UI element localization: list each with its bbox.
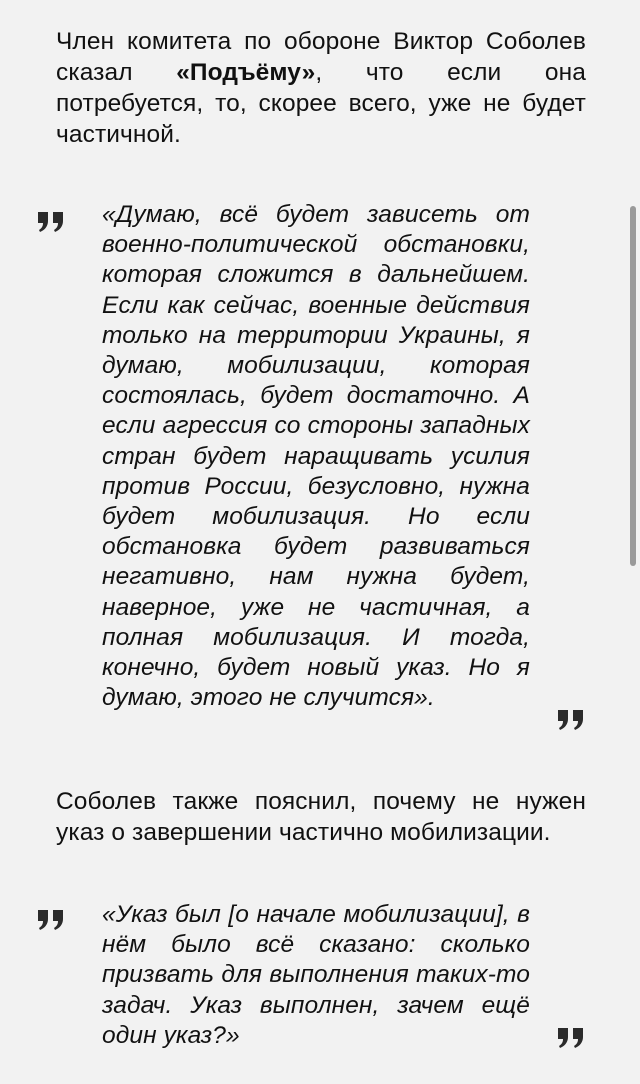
open-quote-icon	[36, 908, 66, 930]
scrollbar-thumb[interactable]	[630, 206, 636, 566]
open-quote-icon	[36, 210, 66, 232]
scrollbar[interactable]	[628, 0, 640, 1084]
source-name: «Подъёму»	[176, 59, 316, 86]
close-quote-icon	[556, 708, 586, 730]
explanation-paragraph: Соболев также пояснил, почему не нужен указ о завершении частично мобилизации.	[56, 788, 586, 846]
close-quote-icon	[556, 1026, 586, 1048]
intro-text-before: Член комитета по обороне Виктор Соболев сказал	[56, 28, 586, 86]
intro-paragraph	[56, 26, 586, 150]
intro-text-after: , что если она потребуется, то, скорее всего, уже не будет частичной.	[56, 59, 586, 148]
quote-text: «Думаю, всё будет зависеть от военно-политической обстановки, которая сложится в дальнейшем. Если как сейчас, военные действия только на территории Украины, я думаю, мобилизации, которая состоялась, будет достаточно. А если агрессия со стороны западных стран будет наращивать усилия против России, безусловно, нужна будет мобилизация. Но если обстановка будет развиваться негативно, нам нужна будет, наверное, уже не частичная, а полная мобилизация. И тогда, конечно, будет новый указ. Но я думаю, этого не случится».	[102, 201, 530, 712]
quote-text: «Указ был [о начале мобилизации], в нём было всё сказано: сколько призвать для выполнения таких-то задач. Указ выполнен, зачем ещё один указ?»	[102, 901, 530, 1049]
